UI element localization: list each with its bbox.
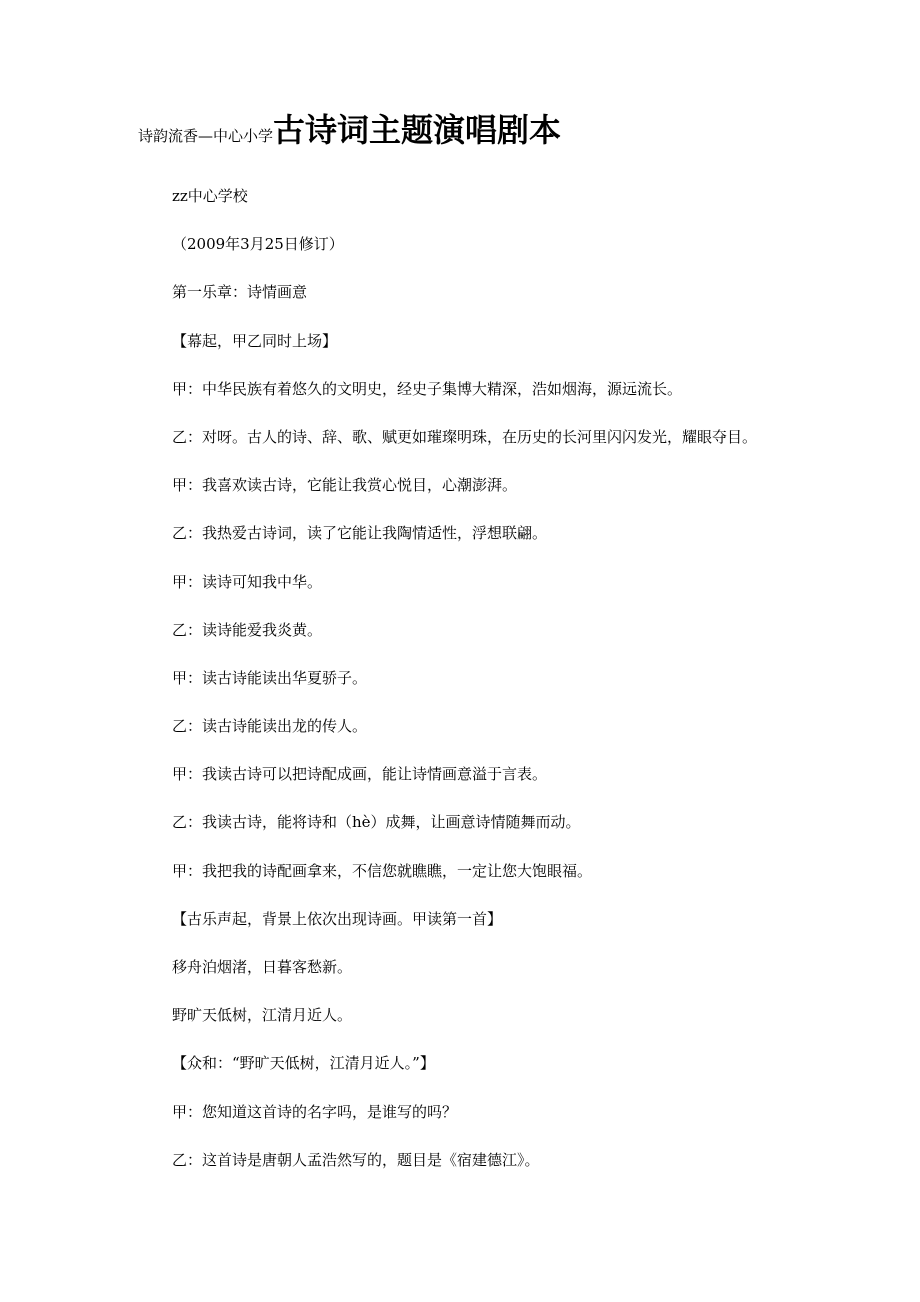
stage-direction: 【众和：“野旷天低树，江清月近人。”】 (172, 1054, 435, 1073)
poem-line: 移舟泊烟渚，日暮客愁新。 (172, 958, 353, 976)
chapter-heading: 第一乐章：诗情画意 (172, 283, 308, 302)
title-main: 古诗词主题演唱剧本 (273, 111, 562, 149)
title-prefix: 诗韵流香—中心小学 (138, 127, 274, 145)
dialogue-line: 乙：对呀。古人的诗、辞、歌、赋更如璀璨明珠，在历史的长河里闪闪发光，耀眼夺目。 (172, 427, 758, 446)
document-title (138, 111, 562, 149)
dialogue-line: 甲：您知道这首诗的名字吗，是谁写的吗？ (172, 1102, 458, 1121)
stage-direction: 【幕起，甲乙同时上场】 (172, 331, 338, 350)
stage-direction: 【古乐声起，背景上依次出现诗画。甲读第一首】 (172, 909, 503, 928)
dialogue-line: 乙：读古诗能读出龙的传人。 (172, 717, 368, 736)
dialogue-line: 甲：我读古诗可以把诗配成画，能让诗情画意溢于言表。 (172, 765, 548, 784)
dialogue-line: 乙：这首诗是唐朝人孟浩然写的，题目是《宿建德江》。 (172, 1150, 540, 1169)
poem-line: 野旷天低树，江清月近人。 (172, 1006, 353, 1025)
script-body (172, 184, 757, 1196)
dialogue-line: 乙：我热爱古诗词，读了它能让我陶情适性，浮想联翩。 (172, 524, 548, 543)
dialogue-line: 甲：读诗可知我中华。 (172, 572, 323, 591)
school-name: zz中心学校 (172, 187, 248, 205)
dialogue-line: 甲：我喜欢读古诗，它能让我赏心悦目，心潮澎湃。 (172, 476, 518, 495)
dialogue-line: 乙：我读古诗，能将诗和（hè）成舞，让画意诗情随舞而动。 (172, 813, 581, 832)
dialogue-line: 甲：我把我的诗配画拿来，不信您就瞧瞧，一定让您大饱眼福。 (172, 861, 593, 880)
revision-date: （2009年3月25日修订） (172, 235, 344, 254)
dialogue-line: 甲：中华民族有着悠久的文明史，经史子集博大精深，浩如烟海，源远流长。 (172, 379, 683, 398)
dialogue-line: 甲：读古诗能读出华夏骄子。 (172, 668, 368, 687)
dialogue-line: 乙：读诗能爱我炎黄。 (172, 620, 323, 639)
